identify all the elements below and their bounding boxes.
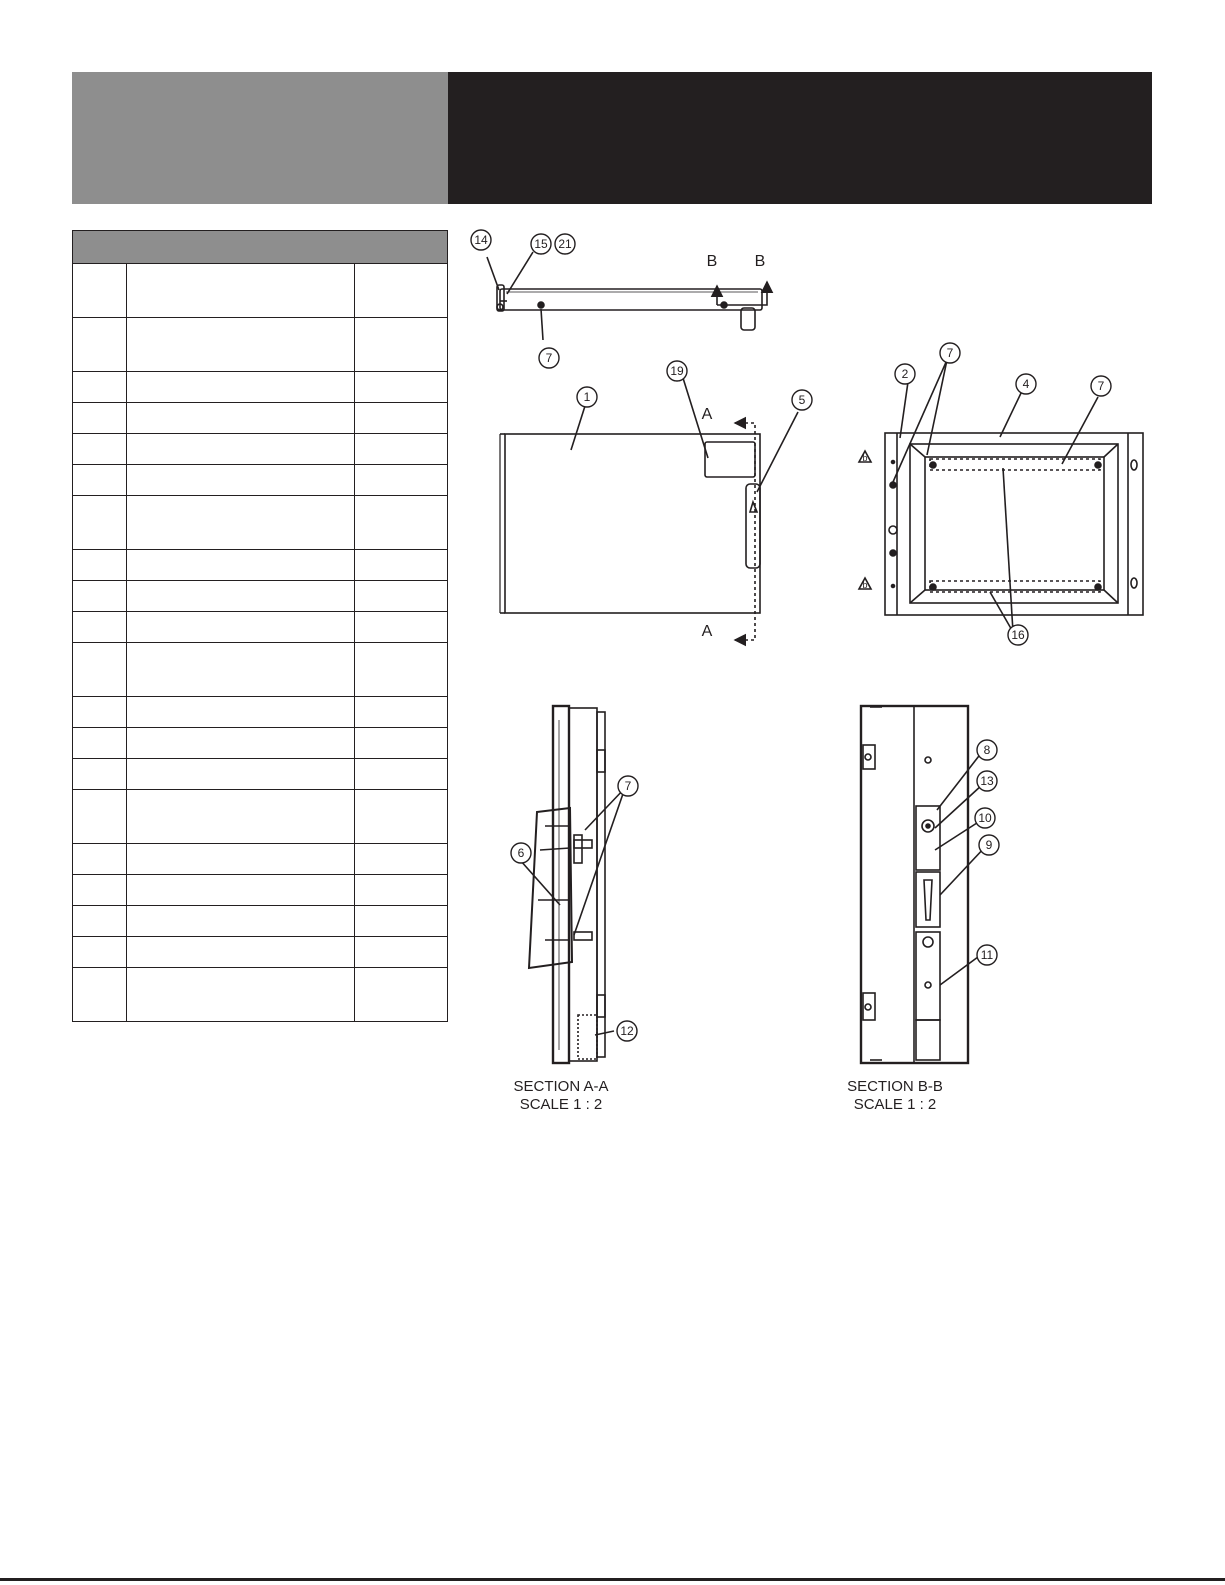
parts-table-cell — [355, 465, 448, 496]
parts-table-cell — [126, 612, 355, 643]
parts-table-row — [73, 465, 448, 496]
rear-view — [859, 360, 1143, 632]
parts-table-cell — [73, 728, 127, 759]
callout-c2 — [895, 364, 915, 384]
callout-c7_sec — [618, 776, 638, 796]
parts-table-row — [73, 496, 448, 550]
callout-c4 — [1016, 374, 1036, 394]
parts-table-cell — [126, 968, 355, 1022]
parts-table-cell — [73, 318, 127, 372]
parts-table-cell — [73, 434, 127, 465]
parts-table-cell — [126, 496, 355, 550]
parts-table-cell — [355, 612, 448, 643]
parts-table-cell — [126, 403, 355, 434]
parts-table-cell — [73, 372, 127, 403]
parts-table-cell — [355, 728, 448, 759]
callout-c11 — [977, 945, 997, 965]
parts-table-row — [73, 906, 448, 937]
section-a-title: SECTION A-A — [513, 1078, 609, 1095]
door-assembly-drawing — [455, 215, 1155, 1135]
parts-table-cell — [355, 790, 448, 844]
parts-table-cell — [355, 968, 448, 1022]
top-view — [487, 252, 767, 340]
callout-layer — [471, 230, 1111, 1041]
callout-number: 7 — [1097, 379, 1105, 393]
parts-table-row — [73, 434, 448, 465]
callout-number: 7 — [624, 779, 632, 793]
parts-table-row — [73, 759, 448, 790]
parts-table — [72, 230, 448, 1022]
parts-table-cell — [126, 434, 355, 465]
parts-table-row — [73, 728, 448, 759]
parts-table-cell — [126, 550, 355, 581]
parts-table-cell — [73, 790, 127, 844]
parts-table-cell — [126, 790, 355, 844]
parts-table-cell — [355, 318, 448, 372]
parts-table-cell — [126, 937, 355, 968]
parts-table-row — [73, 372, 448, 403]
parts-table-cell — [73, 759, 127, 790]
footer-rule — [0, 1578, 1225, 1581]
callout-c21 — [555, 234, 575, 254]
section-mark-b-right: B — [754, 253, 766, 270]
parts-table-row — [73, 968, 448, 1022]
callout-c12 — [617, 1021, 637, 1041]
callout-number: 12 — [620, 1024, 634, 1038]
callout-c9 — [979, 835, 999, 855]
parts-table-cell — [355, 581, 448, 612]
parts-table-cell — [355, 264, 448, 318]
section-b-title: SECTION B-B — [847, 1078, 943, 1095]
parts-table-cell — [126, 759, 355, 790]
callout-number: 5 — [798, 393, 806, 407]
parts-table-cell — [73, 550, 127, 581]
warning-symbol-top: b — [862, 453, 868, 463]
parts-table-cell — [355, 372, 448, 403]
callout-number: 14 — [474, 233, 488, 247]
parts-table-row — [73, 264, 448, 318]
callout-c7_top — [539, 348, 559, 368]
parts-table-cell — [355, 434, 448, 465]
callout-number: 9 — [985, 838, 993, 852]
parts-table-cell — [355, 937, 448, 968]
parts-table-cell — [73, 875, 127, 906]
parts-table-row — [73, 581, 448, 612]
parts-table-cell — [73, 643, 127, 697]
parts-table-row — [73, 318, 448, 372]
parts-table-cell — [73, 264, 127, 318]
parts-table-cell — [355, 759, 448, 790]
callout-number: 10 — [978, 811, 992, 825]
parts-table-row — [73, 937, 448, 968]
section-a-a-view — [517, 706, 625, 1063]
parts-table-cell — [73, 612, 127, 643]
callout-number: 6 — [517, 846, 525, 860]
callout-number: 2 — [901, 367, 909, 381]
parts-table-cell — [355, 906, 448, 937]
parts-table-cell — [126, 875, 355, 906]
callout-number: 19 — [670, 364, 684, 378]
callout-number: 7 — [946, 346, 954, 360]
parts-table-cell — [355, 403, 448, 434]
parts-table-cell — [126, 318, 355, 372]
parts-table-cell — [126, 264, 355, 318]
front-view — [500, 378, 798, 640]
warning-symbol-bottom: b — [862, 580, 868, 590]
callout-number: 4 — [1022, 377, 1030, 391]
parts-table-row — [73, 697, 448, 728]
parts-table-cell — [355, 550, 448, 581]
section-a-scale: SCALE 1 : 2 — [519, 1096, 603, 1113]
parts-table-cell — [355, 875, 448, 906]
callout-number: 11 — [980, 948, 994, 962]
callout-c14 — [471, 230, 491, 250]
parts-table-row — [73, 550, 448, 581]
parts-table-body — [73, 264, 448, 1022]
parts-table-row — [73, 844, 448, 875]
callout-c15 — [531, 234, 551, 254]
callout-c7_far — [1091, 376, 1111, 396]
section-mark-a-bottom: A — [701, 623, 713, 640]
callout-c16 — [1008, 625, 1028, 645]
section-b-scale: SCALE 1 : 2 — [853, 1096, 937, 1113]
parts-table-cell — [73, 465, 127, 496]
callout-number: 13 — [980, 774, 994, 788]
callout-number: 1 — [583, 390, 591, 404]
parts-table-cell — [355, 496, 448, 550]
parts-table-cell — [126, 372, 355, 403]
label-layer — [513, 253, 942, 1113]
parts-table-row — [73, 612, 448, 643]
callout-number: 8 — [983, 743, 991, 757]
callout-c5 — [792, 390, 812, 410]
callout-number: 16 — [1011, 628, 1025, 642]
parts-table-cell — [355, 844, 448, 875]
parts-table-header-cell — [73, 231, 448, 264]
parts-table-cell — [73, 906, 127, 937]
parts-table-cell — [73, 581, 127, 612]
section-b-b-view — [861, 706, 986, 1063]
callout-number: 21 — [558, 237, 572, 251]
parts-table-row — [73, 403, 448, 434]
parts-table-cell — [126, 906, 355, 937]
callout-c6 — [511, 843, 531, 863]
header-black-panel — [448, 72, 1152, 204]
parts-table-header — [73, 231, 448, 264]
parts-table-cell — [73, 968, 127, 1022]
parts-table-cell — [355, 643, 448, 697]
callout-c1 — [577, 387, 597, 407]
parts-table-cell — [126, 728, 355, 759]
callout-c8 — [977, 740, 997, 760]
parts-table-cell — [126, 581, 355, 612]
parts-table-row — [73, 875, 448, 906]
callout-c13 — [977, 771, 997, 791]
header-gray-panel — [72, 72, 448, 204]
parts-table-cell — [355, 697, 448, 728]
callout-number: 15 — [534, 237, 548, 251]
callout-c19 — [667, 361, 687, 381]
callout-c7_right — [940, 343, 960, 363]
section-mark-b-left: B — [706, 253, 718, 270]
parts-table-row — [73, 790, 448, 844]
parts-table-cell — [126, 465, 355, 496]
parts-table-cell — [73, 496, 127, 550]
parts-table-cell — [73, 844, 127, 875]
parts-table-cell — [73, 403, 127, 434]
parts-table-cell — [126, 643, 355, 697]
parts-table-cell — [73, 697, 127, 728]
parts-table-cell — [73, 937, 127, 968]
callout-number: 7 — [545, 351, 553, 365]
parts-table-row — [73, 643, 448, 697]
parts-table-cell — [126, 697, 355, 728]
parts-table-cell — [126, 844, 355, 875]
section-mark-a-top: A — [701, 406, 713, 423]
callout-c10 — [975, 808, 995, 828]
